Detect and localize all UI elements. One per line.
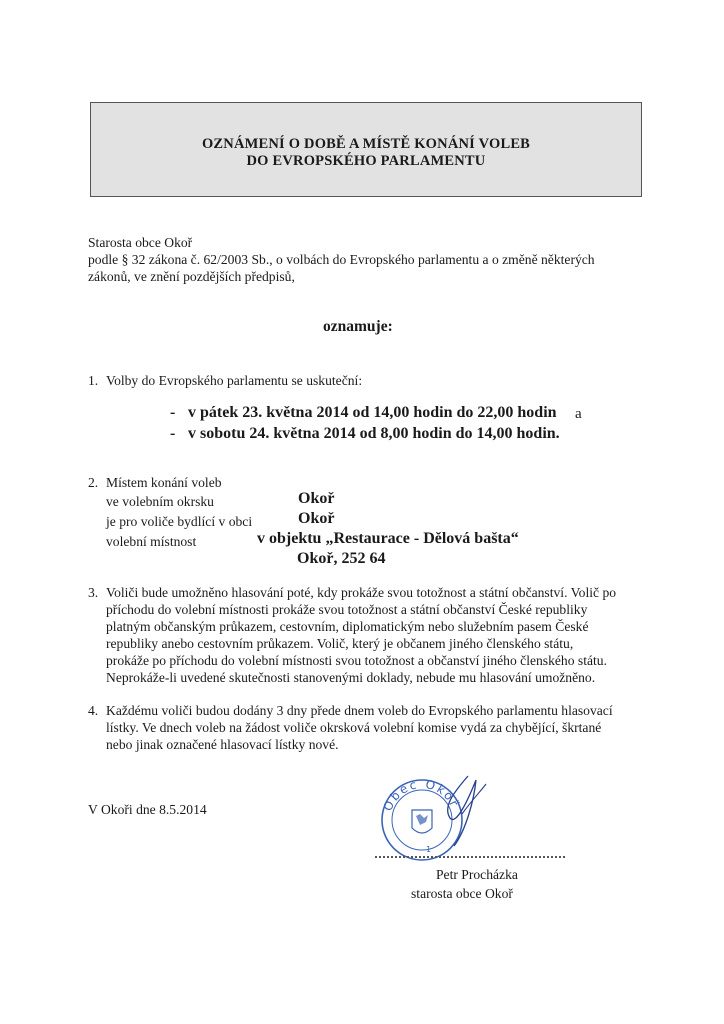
intro-line-3: zákonů, ve znění pozdějších předpisů, xyxy=(88,269,295,284)
item-2-label-4: volební místnost xyxy=(106,534,197,549)
item-4-number: 4. xyxy=(88,703,99,718)
official-stamp xyxy=(376,770,516,870)
stamp-number: 1 xyxy=(426,845,432,854)
item-2-label-2: ve volebním okrsku xyxy=(106,494,214,509)
item-3-line: prokáže po příchodu do volební místnosti svou totožnost a občanství jiného členského státu. xyxy=(106,653,607,668)
item-3-line: platným občanským průkazem, cestovním, diplomatickým nebo služebním pasem České xyxy=(106,619,589,634)
announces-heading: oznamuje: xyxy=(323,318,393,335)
item-2-value-4: v objektu „Restaurace - Dělová bašta“ xyxy=(257,530,519,547)
item-4-line: Každému voliči budou dodány 3 dny přede dnem voleb do Evropského parlamentu hlasovací xyxy=(106,703,613,718)
item-3-line: republiky anebo cestovním průkazem. Volič, který je občanem jiného členského státu, xyxy=(106,636,574,651)
svg-text:Obec Okoř xyxy=(381,777,463,813)
title-box xyxy=(90,102,642,197)
item-2-label-1: Místem konání voleb xyxy=(106,475,222,490)
item-4-line: nebo jinak označené hlasovací lístky nové. xyxy=(106,737,339,752)
intro-line-2: podle § 32 zákona č. 62/2003 Sb., o volbách do Evropského parlamentu a o změně některých xyxy=(88,252,595,267)
item-2-value-5: Okoř, 252 64 xyxy=(297,550,386,567)
title-line-1: OZNÁMENÍ O DOBĚ A MÍSTĚ KONÁNÍ VOLEB xyxy=(201,136,531,152)
item-2-value-3: Okoř xyxy=(298,510,335,527)
date-line-2: v sobotu 24. května 2014 od 8,00 hodin do 14,00 hodin. xyxy=(188,425,560,442)
item-2-value-2: Okoř xyxy=(298,490,335,507)
item-3-line: Voliči bude umožněno hlasování poté, kdy prokáže svou totožnost a státní občanství. Volič po xyxy=(106,585,617,600)
date-line-1-suffix: a xyxy=(575,406,582,422)
date-dash-1: - xyxy=(170,404,176,421)
signature-line xyxy=(375,856,565,858)
signer-name: Petr Procházka xyxy=(436,867,518,882)
item-2-label-3: je pro voliče bydlící v obci xyxy=(106,514,253,529)
item-1-number: 1. xyxy=(88,373,99,388)
item-3-number: 3. xyxy=(88,585,99,600)
date-dash-2: - xyxy=(170,425,176,442)
stamp-text: Obec Okoř xyxy=(380,776,463,814)
item-1-text: Volby do Evropského parlamentu se uskuteční: xyxy=(106,373,363,388)
item-2-number: 2. xyxy=(88,475,99,490)
signer-role: starosta obce Okoř xyxy=(411,886,513,901)
date-line-1: v pátek 23. května 2014 od 14,00 hodin do 22,00 hodin xyxy=(188,404,557,421)
handwritten-signature xyxy=(448,776,486,846)
item-3-line: Neprokáže-li uvedené skutečnosti stanovenými doklady, nebude mu hlasování umožněno. xyxy=(106,670,596,685)
item-3-line: příchodu do volební místnosti prokáže svou totožnost a státní občanství České republiky xyxy=(106,602,588,617)
intro-line-1: Starosta obce Okoř xyxy=(88,235,193,250)
title-line-2: DO EVROPSKÉHO PARLAMENTU xyxy=(246,153,486,169)
item-4-line: lístky. Ve dnech voleb na žádost voliče okrsková volební komise vydá za chybějící, škrtané xyxy=(106,720,602,735)
place-and-date: V Okoři dne 8.5.2014 xyxy=(88,802,207,817)
